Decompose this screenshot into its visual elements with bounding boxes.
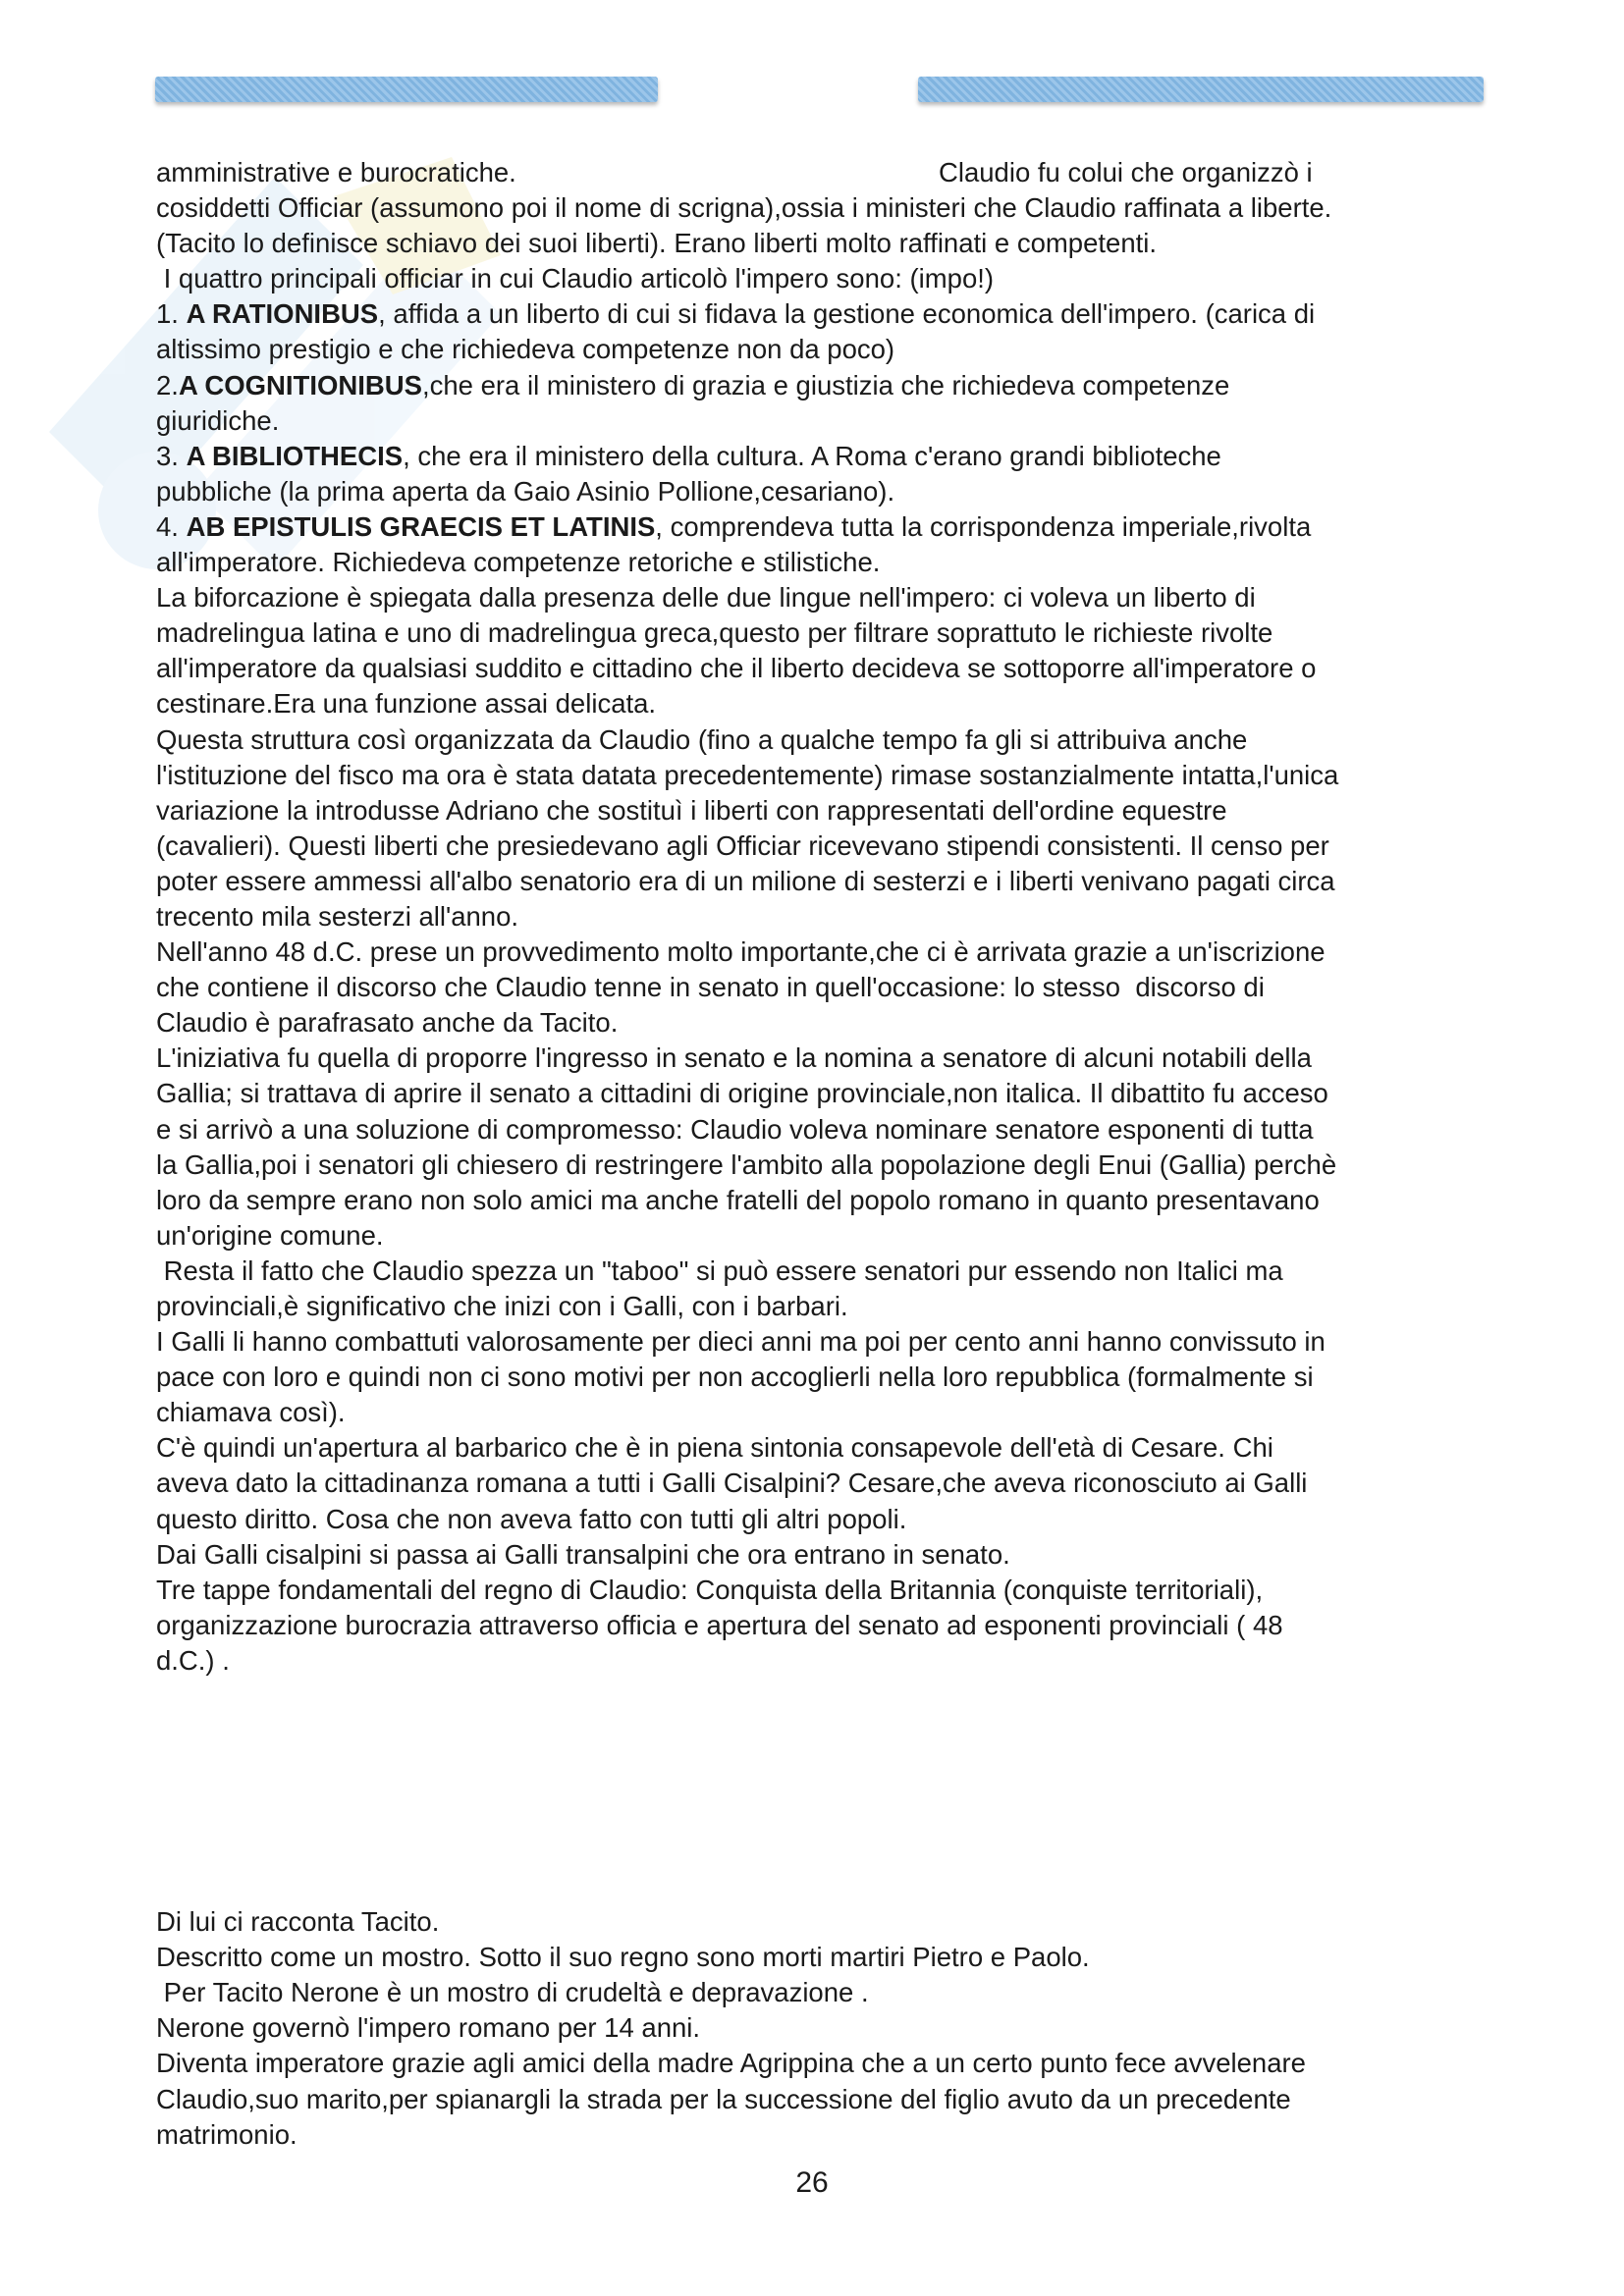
blank-space bbox=[156, 1679, 1491, 1904]
line-text: provinciali,è significativo che inizi con i Galli, con i barbari. bbox=[156, 1291, 848, 1321]
text-line bbox=[156, 2117, 1491, 2153]
line-text: giuridiche. bbox=[156, 404, 280, 436]
line-text: all'imperatore da qualsiasi suddito e cittadino che il liberto decideva se sottoporre all'imperatore o bbox=[156, 653, 1317, 684]
text-line bbox=[156, 155, 1491, 190]
line-text: I quattro principali officiar in cui Claudio articolò l'impero sono: (impo!) bbox=[156, 263, 995, 294]
line-text: Resta il fatto che Claudio spezza un "taboo" si può essere senatori pur essendo non Italici ma bbox=[156, 1255, 1283, 1286]
line-text: ,che era il ministero di grazia e giustizia che richiedeva competenze bbox=[421, 369, 1230, 400]
text-line bbox=[156, 1608, 1491, 1643]
text-line bbox=[156, 793, 1491, 828]
line-text: un'origine comune. bbox=[156, 1219, 384, 1251]
line-text: Dai Galli cisalpini si passa ai Galli transalpini che ora entrano in senato. bbox=[156, 1538, 1010, 1570]
line-text: pubbliche (la prima aperta da Gaio Asinio Pollione,cesariano). bbox=[156, 475, 895, 507]
text-line bbox=[156, 1112, 1491, 1148]
text-line bbox=[156, 758, 1491, 793]
line-text: la Gallia,poi i senatori gli chiesero di restringere l'ambito alla popolazione degli Enui (Gallia) perchè bbox=[156, 1148, 1337, 1180]
text-line bbox=[156, 403, 1491, 439]
header-bar-left bbox=[155, 77, 658, 102]
text-line bbox=[156, 1148, 1491, 1183]
line-text: pace con loro e quindi non ci sono motivi per non accoglierli nella loro repubblica (formalmente si bbox=[156, 1362, 1314, 1393]
first-line-continuation: Claudio fu colui che organizzò i bbox=[939, 157, 1313, 187]
list-number: 4. bbox=[156, 510, 187, 542]
line-text: d.C.) . bbox=[156, 1644, 230, 1676]
text-line bbox=[156, 615, 1491, 651]
line-text: chiamava così). bbox=[156, 1397, 346, 1428]
line-text: cestinare.Era una funzione assai delicata. bbox=[156, 688, 657, 720]
text-line bbox=[156, 261, 1491, 296]
line-text: amministrative e burocratiche. bbox=[156, 157, 516, 187]
line-text: trecento mila sesterzi all'anno. bbox=[156, 900, 519, 932]
line-text: Claudio è parafrasato anche da Tacito. bbox=[156, 1007, 619, 1039]
line-text: l'istituzione del fisco ma ora è stata datata precedentemente) rimase sostanzialmente intatta,l'unica bbox=[156, 759, 1339, 790]
text-line bbox=[156, 1537, 1491, 1573]
line-text: Nell'anno 48 d.C. prese un provvedimento molto importante,che ci è arrivata grazie a un'iscrizione bbox=[156, 936, 1326, 968]
text-line bbox=[156, 1643, 1491, 1679]
text-line bbox=[156, 934, 1491, 970]
text-line bbox=[156, 1360, 1491, 1395]
line-text: e si arrivò a una soluzione di compromesso: Claudio voleva nominare senatore esponenti di tutta bbox=[156, 1113, 1314, 1145]
text-line bbox=[156, 1076, 1491, 1111]
line-text: madrelingua latina e uno di madrelingua greca,questo per filtrare soprattuto le richieste rivolte bbox=[156, 617, 1273, 649]
text-line bbox=[156, 1005, 1491, 1041]
line-text: altissimo prestigio e che richiedeva competenze non da poco) bbox=[156, 334, 895, 365]
text-line bbox=[156, 2046, 1491, 2081]
line-text: che contiene il discorso che Claudio tenne in senato in quell'occasione: lo stesso discorso di bbox=[156, 972, 1265, 1003]
text-line bbox=[156, 1395, 1491, 1430]
line-text: Tre tappe fondamentali del regno di Claudio: Conquista della Britannia (conquiste territoriali), bbox=[156, 1574, 1264, 1605]
text-line bbox=[156, 545, 1491, 580]
line-text: matrimonio. bbox=[156, 2118, 298, 2150]
text-line bbox=[156, 332, 1491, 367]
text-line bbox=[156, 368, 1491, 403]
line-text: Descritto come un mostro. Sotto il suo regno sono morti martiri Pietro e Paolo. bbox=[156, 1942, 1090, 1973]
text-line bbox=[156, 1975, 1491, 2010]
text-line bbox=[156, 2082, 1491, 2117]
text-line bbox=[156, 651, 1491, 686]
text-line bbox=[156, 1324, 1491, 1360]
text-line bbox=[156, 1940, 1491, 1975]
line-text: Per Tacito Nerone è un mostro di crudeltà e depravazione . bbox=[156, 1977, 869, 2008]
text-line bbox=[156, 474, 1491, 509]
text-line bbox=[156, 1430, 1491, 1466]
body-text bbox=[156, 155, 1491, 2153]
text-line bbox=[156, 1289, 1491, 1324]
bold-term: AB EPISTULIS GRAECIS ET LATINIS bbox=[186, 510, 656, 542]
list-number: 2. bbox=[156, 369, 179, 400]
line-text: Di lui ci racconta Tacito. bbox=[156, 1906, 440, 1938]
line-text: C'è quindi un'apertura al barbarico che è in piena sintonia consapevole dell'età di Cesare. Chi bbox=[156, 1432, 1273, 1464]
text-line bbox=[156, 864, 1491, 899]
bold-term: A COGNITIONIBUS bbox=[178, 369, 422, 400]
text-line bbox=[156, 439, 1491, 474]
text-line bbox=[156, 2010, 1491, 2046]
text-line bbox=[156, 296, 1491, 332]
text-line bbox=[156, 580, 1491, 615]
text-line bbox=[156, 1573, 1491, 1608]
text-line bbox=[156, 722, 1491, 758]
text-line bbox=[156, 1254, 1491, 1289]
line-text: , affida a un liberto di cui si fidava la gestione economica dell'impero. (carica di bbox=[378, 298, 1316, 330]
line-text: (Tacito lo definisce schiavo dei suoi liberti). Erano liberti molto raffinati e competenti. bbox=[156, 228, 1158, 259]
bold-term: A BIBLIOTHECIS bbox=[186, 440, 404, 471]
text-line bbox=[156, 509, 1491, 545]
line-text: Diventa imperatore grazie agli amici della madre Agrippina che a un certo punto fece avvelenare bbox=[156, 2048, 1306, 2079]
line-text: poter essere ammessi all'albo senatorio era di un milione di sesterzi e i liberti venivano pagati circa bbox=[156, 865, 1335, 896]
line-text: organizzazione burocrazia attraverso officia e apertura del senato ad esponenti provinciali ( 48 bbox=[156, 1609, 1283, 1640]
text-line bbox=[156, 686, 1491, 721]
text-line bbox=[156, 1502, 1491, 1537]
line-text: loro da sempre erano non solo amici ma anche fratelli del popolo romano in quanto presentavano bbox=[156, 1184, 1320, 1215]
list-number: 1. bbox=[156, 298, 187, 330]
header-bar-right bbox=[918, 77, 1484, 102]
line-text: Questa struttura così organizzata da Claudio (fino a qualche tempo fa gli si attribuiva anche bbox=[156, 723, 1248, 755]
text-line bbox=[156, 1218, 1491, 1254]
line-text: all'imperatore. Richiedeva competenze retoriche e stilistiche. bbox=[156, 547, 881, 578]
line-text: Claudio,suo marito,per spianargli la strada per la successione del figlio avuto da un precedente bbox=[156, 2083, 1291, 2114]
line-text: , comprendeva tutta la corrispondenza imperiale,rivolta bbox=[655, 510, 1312, 542]
text-line bbox=[156, 1466, 1491, 1501]
text-line bbox=[156, 1183, 1491, 1218]
line-text: L'iniziativa fu quella di proporre l'ingresso in senato e la nomina a senatore di alcuni notabili della bbox=[156, 1042, 1312, 1074]
line-text: I Galli li hanno combattuti valorosamente per dieci anni ma poi per cento anni hanno convissuto in bbox=[156, 1326, 1326, 1358]
line-text: variazione la introdusse Adriano che sostituì i liberti con rappresentati dell'ordine equestre bbox=[156, 794, 1227, 826]
line-text: La biforcazione è spiegata dalla presenza delle due lingue nell'impero: ci voleva un liberto di bbox=[156, 582, 1256, 614]
line-text: Nerone governò l'impero romano per 14 anni. bbox=[156, 2012, 701, 2044]
text-line bbox=[156, 190, 1491, 226]
text-line bbox=[156, 226, 1491, 261]
line-text: Gallia; si trattava di aprire il senato a cittadini di origine provinciale,non italica. Il dibattito fu acceso bbox=[156, 1078, 1328, 1109]
line-text: (cavalieri). Questi liberti che presiedevano agli Officiar ricevevano stipendi consistenti. Il censo per bbox=[156, 829, 1329, 861]
text-line bbox=[156, 899, 1491, 934]
list-number: 3. bbox=[156, 440, 187, 471]
line-text: , che era il ministero della cultura. A Roma c'erano grandi biblioteche bbox=[403, 440, 1221, 471]
text-line bbox=[156, 828, 1491, 864]
text-line bbox=[156, 1904, 1491, 1940]
line-text: aveva dato la cittadinanza romana a tutti i Galli Cisalpini? Cesare,che aveva riconosciuto ai Galli bbox=[156, 1468, 1308, 1499]
page-number: 26 bbox=[795, 2166, 829, 2199]
line-text: cosiddetti Officiar (assumono poi il nome di scrigna),ossia i ministeri che Claudio raffinata a liberte. bbox=[156, 192, 1332, 224]
bold-term: A RATIONIBUS bbox=[186, 298, 379, 330]
text-line bbox=[156, 1041, 1491, 1076]
text-line bbox=[156, 970, 1491, 1005]
line-text: questo diritto. Cosa che non aveva fatto con tutti gli altri popoli. bbox=[156, 1503, 907, 1534]
